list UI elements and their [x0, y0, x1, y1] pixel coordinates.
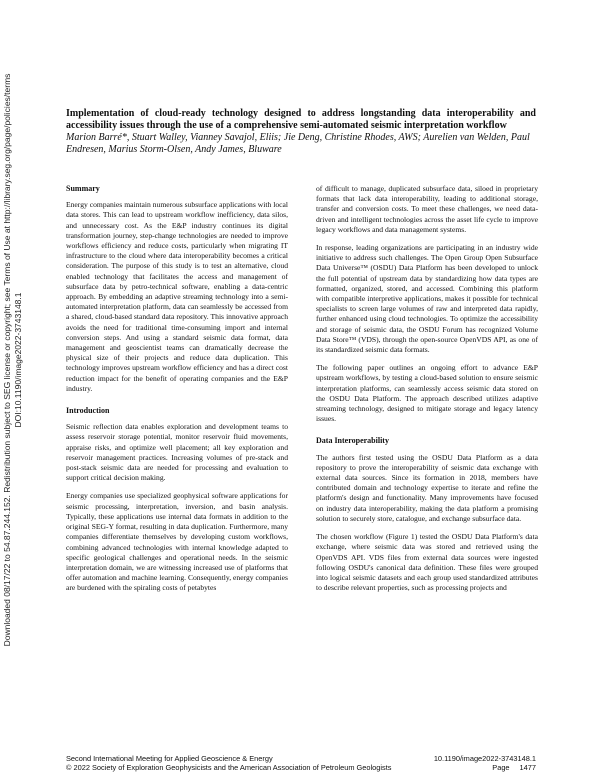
paper-title: Implementation of cloud-ready technology designed to address longstanding data interoperability and accessibility issues through the use of a comprehensive semi-automated seismic interpretation workflow [66, 108, 536, 131]
summary-paragraph: Energy companies maintain numerous subsurface applications with local data stores. This can lead to upstream workflow inefficiency, data silos, and unnecessary cost. As the E&P industry continues its digital transformation journey, step-change technologies are needed to improve workflows efficiency and reduce costs, particularly when migrating IT infrastructure to the cloud where data interoperability becomes a critical consideration. The purpose of this study is to test an alternative, cloud enabled technology that facilitates the access and management of subsurface data by petro-technical software, enabling a data-centric approach. By embedding an adaptive streaming technology into a semi-automated interpretation platform, data can seamlessly be accessed from a shared, cloud-based standard data repository. This innovative approach avoids the need for traditional time-consuming import and internal conversion steps. And using a standard seismic data format, data management and geoscientist teams can dramatically decrease the physical size of their projects and reduce data duplication. This technology improves upstream workflow efficiency and has a direct cost reduction impact for the benefit of operating companies and the E&P industry. [66, 200, 288, 393]
download-notice: Downloaded 08/17/22 to 54.87.244.152. Redistribution subject to SEG license or copyright; see Terms of Use at http://library.seg.org/page/policies/terms [2, 73, 12, 647]
right-column [316, 184, 538, 601]
right-paragraph-3: The following paper outlines an ongoing effort to advance E&P upstream workflows, by testing a cloud-based solution to ensure seismic interpretation platforms, can seamlessly access seismic data stored on the OSDU Data Platform. The approach described utilizes adaptive streaming technology, designed to mitigate storage and legacy latency issues. [316, 363, 538, 424]
footer-page-number: 1477 [519, 763, 536, 772]
left-column [66, 184, 288, 602]
right-paragraph-5: The chosen workflow (Figure 1) tested the OSDU Data Platform's data exchange, where seismic data was stored and retrieved using the OpenVDS API. VDS files from external data sources were ingested following OSDU's canonical data definition. These files were grouped into logical seismic datasets and each group used standardized attributes to describe relevant properties, such as processing projects and [316, 532, 538, 593]
footer-meeting: Second International Meeting for Applied Geoscience & Energy [66, 754, 273, 763]
introduction-paragraph-2: Energy companies use specialized geophysical software applications for seismic processing, interpretation, inversion, and basin analysis. Typically, these applications use internal data formats in addition to the original SEG-Y format, resulting in data duplication. Furthermore, many companies differentiate themselves by developing custom workflows, combining advanced technologies with internal knowledge adapted to specific geological challenges and operational needs. In the seismic interpretation domain, we are witnessing increased use of platforms that offer automation and machine learning. Consequently, energy companies are burdened with the spiraling costs of petabytes [66, 491, 288, 593]
download-margin-note [2, 60, 28, 660]
paper-authors: Marion Barré*, Stuart Walley, Vianney Savajol, Eliis; Jie Deng, Christine Rhodes, AWS; Aurelien van Welden, Paul Endresen, Marius Storm-Olsen, Andy James, Bluware [66, 132, 530, 155]
right-paragraph-2: In response, leading organizations are participating in an industry wide initiative to address such challenges. The Open Group Open Subsurface Data Universe™ (OSDU) Data Platform has been developed to unlock the full potential of upstream data by standardizing how data types are formatted, organized, stored, and accessed. Combining this platform with compatible interpretive applications, makes it possible for technical specialists to screen large volumes of raw and interpreted data rapidly, further enhanced using cloud technologies. To optimize the accessibility and storage of seismic data, the OSDU Forum has recognized Volume Data Store™ (VDS), through the open-source OpenVDS API, as one of its standardized seismic data formats. [316, 243, 538, 355]
title-block [66, 108, 536, 156]
page-footer [66, 754, 536, 772]
footer-doi: 10.1190/image2022-3743148.1 [433, 754, 536, 763]
footer-page-label: Page [492, 763, 510, 772]
right-paragraph-1: of difficult to manage, duplicated subsurface data, siloed in proprietary formats that lack data interoperability, leading to additional storage, transfer and conversion costs. To meet these challenges, we need data-driven and intelligent technologies across the asset life cycle to improve legacy workflows and data management systems. [316, 184, 538, 234]
summary-heading: Summary [66, 184, 100, 193]
data-interoperability-heading: Data Interoperability [316, 436, 389, 446]
doi-notice: DOI:10.1190/image2022-3743148.1 [13, 292, 23, 428]
footer-copyright: © 2022 Society of Exploration Geophysicists and the American Association of Petroleum Geologists [66, 763, 392, 772]
right-paragraph-4: The authors first tested using the OSDU Data Platform as a data repository to prove the interoperability of seismic data exchange with external data sources. Since its formation in 2018, members have contributed domain and technology expertise to iterate and refine the platform's design and functionality. Many improvements have focused on industry data interoperability, making the data platform a promising solution to securely store, catalogue, and exchange subsurface data. [316, 452, 538, 523]
introduction-paragraph-1: Seismic reflection data enables exploration and development teams to assess reservoir storage potential, monitor reservoir fluid movements, appraise risks, and optimize well placement; all key exploration and reservoir management practices. Increasing volumes of pre-stack and post-stack seismic data are needed for processing and evaluation to support critical decision making. [66, 422, 288, 483]
introduction-heading: Introduction [66, 406, 110, 416]
